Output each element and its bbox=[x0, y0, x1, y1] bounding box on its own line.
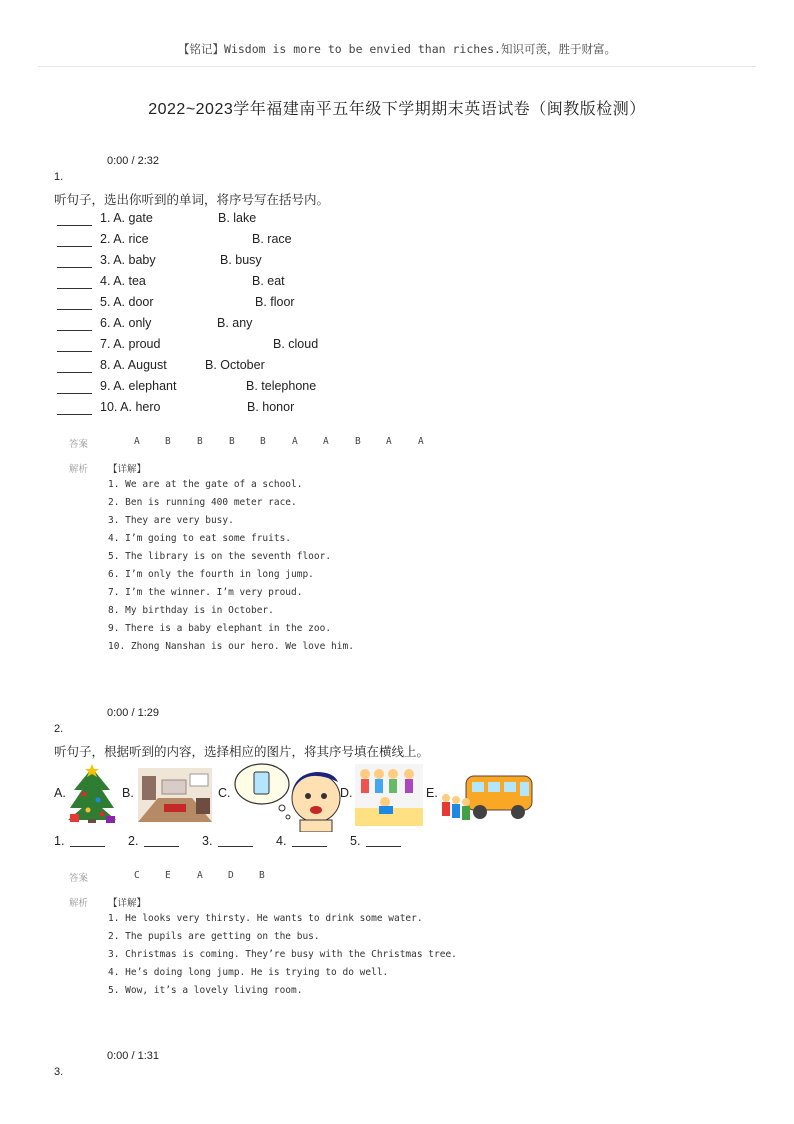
question-number-3: 3. bbox=[54, 1066, 64, 1078]
detail-sentence: 4. He’s doing long jump. He is trying to do well. bbox=[108, 967, 389, 978]
blank-number: 4. bbox=[276, 834, 287, 848]
detail-sentence: 2. The pupils are getting on the bus. bbox=[108, 931, 320, 942]
answer-value: B bbox=[197, 436, 203, 447]
detail-heading: 【详解】 bbox=[108, 464, 147, 475]
answer-label: 答案 bbox=[69, 439, 89, 450]
answer-blank[interactable] bbox=[57, 288, 92, 289]
answer-value: A bbox=[197, 870, 203, 881]
option-b: B. eat bbox=[252, 274, 285, 288]
answer-blank[interactable] bbox=[57, 393, 92, 394]
option-a: 8. A. August bbox=[100, 358, 167, 372]
picture-option-label: A. bbox=[54, 786, 66, 800]
answer-value: B bbox=[165, 436, 171, 447]
school-bus-picture bbox=[440, 766, 536, 826]
motto-line: 【铭记】Wisdom is more to be envied than riches.知识可羡，胜于财富。 bbox=[178, 42, 616, 56]
q1-item bbox=[54, 295, 454, 315]
q1-item bbox=[54, 211, 454, 231]
analysis-label: 解析 bbox=[69, 898, 89, 909]
option-a: 10. A. hero bbox=[100, 400, 161, 414]
audio-player-q3[interactable]: 0:00 / 1:31 bbox=[107, 1050, 159, 1062]
analysis-label: 解析 bbox=[69, 464, 89, 475]
option-b: B. floor bbox=[255, 295, 295, 309]
answer-label: 答案 bbox=[69, 873, 89, 884]
answer-blank[interactable] bbox=[57, 351, 92, 352]
option-a: 2. A. rice bbox=[100, 232, 149, 246]
option-b: B. October bbox=[205, 358, 265, 372]
detail-sentence: 7. I’m the winner. I’m very proud. bbox=[108, 587, 303, 598]
detail-sentence: 3. Christmas is coming. They’re busy with the Christmas tree. bbox=[108, 949, 457, 960]
answer-value: A bbox=[323, 436, 329, 447]
answer-value: A bbox=[418, 436, 424, 447]
option-a: 3. A. baby bbox=[100, 253, 156, 267]
detail-heading: 【详解】 bbox=[108, 898, 147, 909]
option-a: 1. A. gate bbox=[100, 211, 153, 225]
answer-value: E bbox=[165, 870, 171, 881]
option-b: B. any bbox=[217, 316, 253, 330]
detail-sentence: 2. Ben is running 400 meter race. bbox=[108, 497, 297, 508]
answer-blank[interactable] bbox=[57, 267, 92, 268]
long-jump-picture bbox=[355, 764, 423, 826]
detail-sentence: 3. They are very busy. bbox=[108, 515, 234, 526]
q1-item bbox=[54, 274, 454, 294]
answer-blank[interactable] bbox=[57, 225, 92, 226]
blank-number: 2. bbox=[128, 834, 139, 848]
option-b: B. telephone bbox=[246, 379, 317, 393]
option-a: 6. A. only bbox=[100, 316, 152, 330]
header-divider bbox=[38, 66, 756, 67]
q2-answer-blank[interactable] bbox=[276, 834, 327, 848]
option-b: B. honor bbox=[247, 400, 295, 414]
q2-answer-blank[interactable] bbox=[202, 834, 253, 848]
thirsty-boy-picture bbox=[234, 762, 354, 832]
q1-item bbox=[54, 316, 454, 336]
question-2-instruction: 听句子，根据听到的内容，选择相应的图片，将其序号填在横线上。 bbox=[54, 745, 430, 759]
answer-value: B bbox=[259, 870, 265, 881]
option-b: B. race bbox=[252, 232, 292, 246]
q1-item bbox=[54, 253, 454, 273]
picture-option-label: D. bbox=[340, 786, 353, 800]
answer-value: B bbox=[229, 436, 235, 447]
q2-answer-blank[interactable] bbox=[128, 834, 179, 848]
detail-sentence: 6. I’m only the fourth in long jump. bbox=[108, 569, 314, 580]
option-a: 5. A. door bbox=[100, 295, 154, 309]
q1-item bbox=[54, 358, 454, 378]
q1-item bbox=[54, 379, 454, 399]
detail-sentence: 9. There is a baby elephant in the zoo. bbox=[108, 623, 332, 634]
answer-value: C bbox=[134, 870, 140, 881]
q2-answer-blank[interactable] bbox=[350, 834, 401, 848]
answer-value: A bbox=[134, 436, 140, 447]
answer-blank[interactable] bbox=[57, 330, 92, 331]
q1-item bbox=[54, 232, 454, 252]
option-a: 4. A. tea bbox=[100, 274, 146, 288]
question-number-2: 2. bbox=[54, 723, 64, 735]
question-1-instruction: 听句子，选出你听到的单词，将序号写在括号内。 bbox=[54, 193, 330, 207]
living-room-picture bbox=[138, 768, 212, 822]
option-a: 9. A. elephant bbox=[100, 379, 177, 393]
detail-sentence: 10. Zhong Nanshan is our hero. We love him. bbox=[108, 641, 354, 652]
page-title: 2022~2023学年福建南平五年级下学期期末英语试卷（闽教版检测） bbox=[148, 101, 646, 118]
detail-sentence: 4. I’m going to eat some fruits. bbox=[108, 533, 292, 544]
blank-number: 3. bbox=[202, 834, 213, 848]
q1-item bbox=[54, 337, 454, 357]
detail-sentence: 5. The library is on the seventh floor. bbox=[108, 551, 332, 562]
detail-sentence: 1. He looks very thirsty. He wants to drink some water. bbox=[108, 913, 423, 924]
question-number-1: 1. bbox=[54, 171, 64, 183]
blank-number: 5. bbox=[350, 834, 361, 848]
option-a: 7. A. proud bbox=[100, 337, 161, 351]
answer-value: D bbox=[228, 870, 234, 881]
answer-value: A bbox=[386, 436, 392, 447]
detail-sentence: 5. Wow, it’s a lovely living room. bbox=[108, 985, 303, 996]
answer-value: A bbox=[292, 436, 298, 447]
picture-option-label: B. bbox=[122, 786, 134, 800]
option-b: B. busy bbox=[220, 253, 262, 267]
answer-blank[interactable] bbox=[57, 372, 92, 373]
answer-blank[interactable] bbox=[57, 246, 92, 247]
picture-option-label: E. bbox=[426, 786, 438, 800]
option-b: B. cloud bbox=[273, 337, 319, 351]
detail-sentence: 8. My birthday is in October. bbox=[108, 605, 274, 616]
q1-item bbox=[54, 400, 454, 420]
christmas-tree-picture bbox=[66, 764, 118, 824]
audio-player-q1[interactable]: 0:00 / 2:32 bbox=[107, 155, 159, 167]
answer-blank[interactable] bbox=[57, 414, 92, 415]
answer-value: B bbox=[260, 436, 266, 447]
answer-value: B bbox=[355, 436, 361, 447]
q2-answer-blank[interactable] bbox=[54, 834, 105, 848]
option-b: B. lake bbox=[218, 211, 257, 225]
blank-number: 1. bbox=[54, 834, 65, 848]
answer-blank[interactable] bbox=[57, 309, 92, 310]
picture-option-label: C. bbox=[218, 786, 231, 800]
audio-player-q2[interactable]: 0:00 / 1:29 bbox=[107, 707, 159, 719]
detail-sentence: 1. We are at the gate of a school. bbox=[108, 479, 303, 490]
